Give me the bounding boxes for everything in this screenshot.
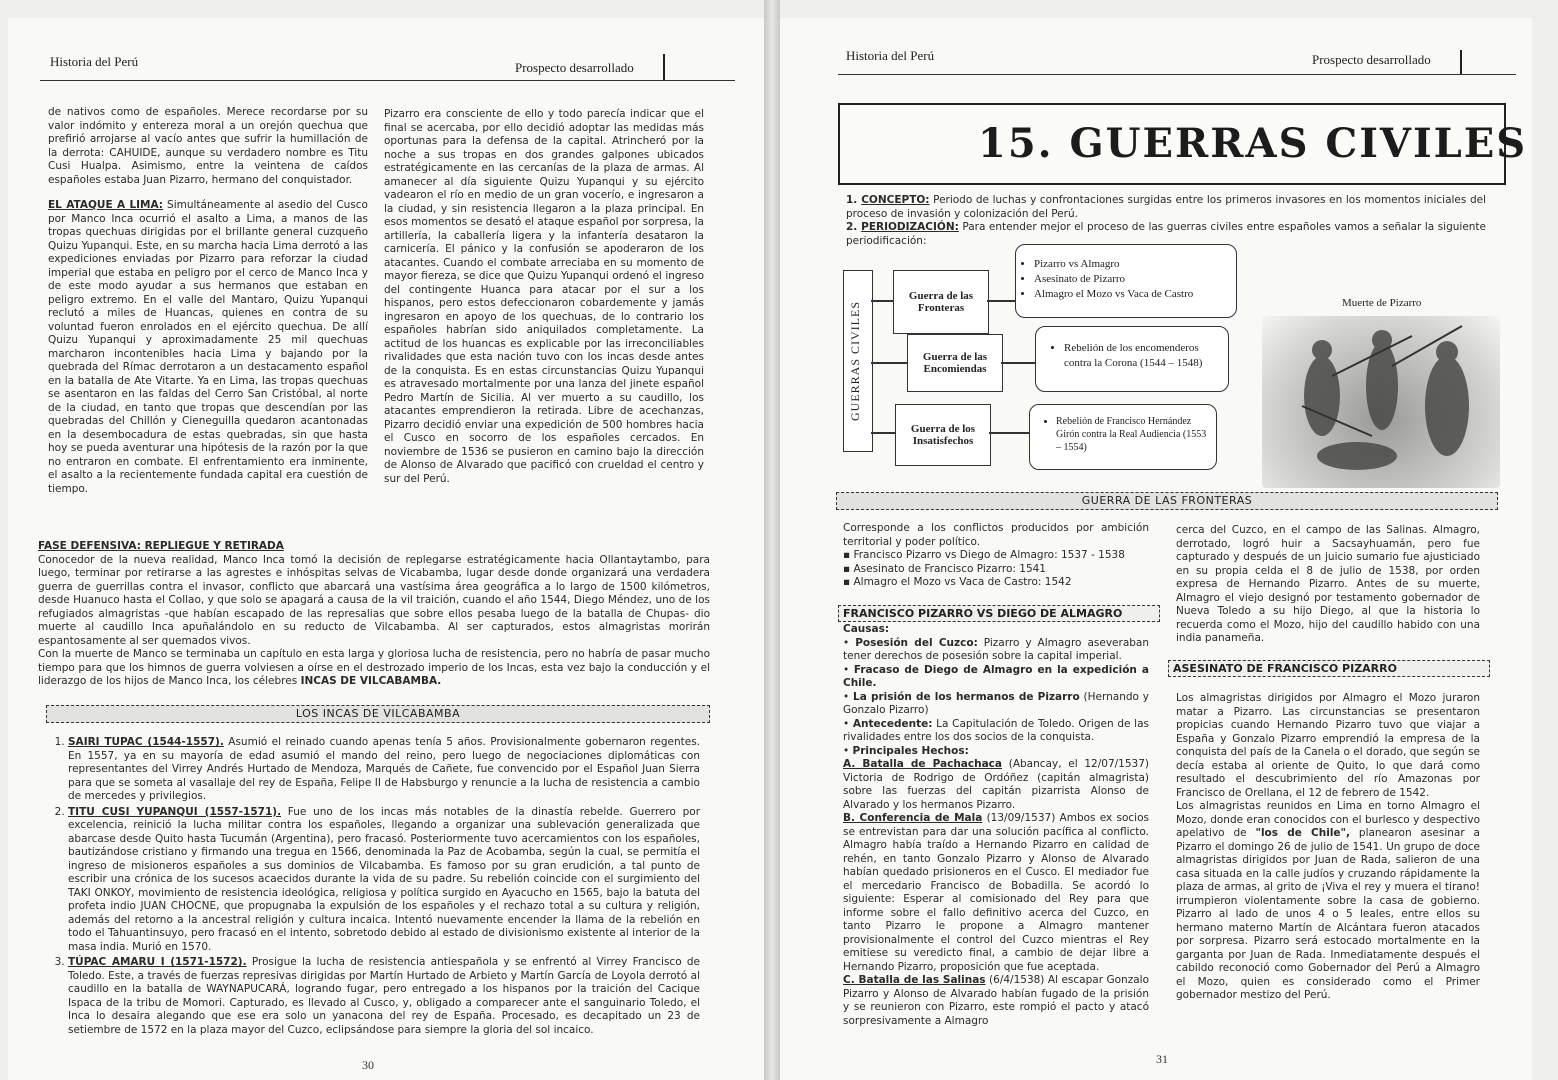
fase-paragraph-2-text: Con la muerte de Manco se terminaba un capítulo en esta larga y gloriosa lucha de resistencia, pero no habría de pasar mucho tiempo para que los himnos de guerra volviesen a oírse en el destrozado imperio de los Incas, esta vez bajo la conducción y el liderazgo de los hijos de Manco Inca, los célebres [38, 648, 710, 687]
hecho-c-title: C. Batalla de las Salinas [843, 974, 986, 986]
asesinato-text-c: planearon asesinar a Pizarro el domingo 26 de julio de 1541. Un grupo de doce almagristas dirigidos por Juan de Rada, salieron de una casa situada en la calle judíos y cruzando rápidamente la plaza de armas, al grito de ¡Viva el rey y muera el tirano! irrumpieron violentamente sobre la casa de gobierno. Pizarro al lado de unos 4 o 5 leales, entre ellos su hermano materno Martín de Alcántara fueron atacados por sorpresa. Pizarro será estocado mortalmente en la garganta por Juan de Rada. Inmediatamente después el cabildo reconoció como Gobernador del Perú a Almagro el Mozo, quien es considerado como el Primer gobernador mestizo del Perú. [1176, 827, 1480, 1001]
box-guerra-fronteras: Guerra de las Fronteras [893, 270, 989, 334]
inca-item-3 [68, 956, 700, 1037]
box-guerra-insatisfechos: Guerra de los Insatisfechos [895, 404, 991, 466]
incas-ordered-list [52, 736, 700, 1037]
image-caption: Muerte de Pizarro [1342, 297, 1422, 309]
fronteras-band: GUERRA DE LAS FRONTERAS [836, 492, 1498, 510]
incas-vilcabamba-bold: INCAS DE VILCABAMBA. [300, 675, 442, 687]
causa-bold: Posesión del Cuzco: [855, 636, 978, 649]
concepto-label: CONCEPTO: [861, 194, 930, 206]
hechos-label-row: • Principales Hechos: [843, 744, 969, 757]
diagram-connector [871, 300, 893, 302]
fronteras-list-text: Francisco Pizarro vs Diego de Almagro: 1537 - 1538 [853, 549, 1125, 561]
diagram-connector [871, 362, 907, 364]
fronteras-list-item: ▪ Almagro el Mozo vs Vaca de Castro: 1542 [843, 576, 1072, 588]
incas-list [52, 736, 700, 1039]
hecho-a-title: A. Batalla de Pachachaca [843, 758, 1002, 770]
fronteras-list-text: Almagro el Mozo vs Vaca de Castro: 1542 [853, 576, 1072, 588]
hecho-a-text: Victoria de Rodrigo de Ordóñez (capitán almagrista) sobre las fuerzas del capitán pizarrista Alonso de Alvarado y los hermanos Pizarro. [843, 771, 1149, 811]
inca-item-2 [68, 806, 700, 955]
antecedente-text: La Capitulación de Toledo. Origen de las rivalidades entre los dos socios de la conquista. [843, 717, 1149, 743]
diagram-connector [1001, 362, 1035, 364]
ataque-paragraph [48, 199, 368, 496]
ataque-title: EL ATAQUE A LIMA: [48, 199, 164, 211]
diagram-connector [989, 432, 1029, 434]
periodizacion-label: PERIODIZACIÓN: [861, 221, 959, 233]
causas-label: Causas: [843, 623, 890, 635]
concepto-paragraph: 1. CONCEPTO: Periodo de luchas y confrontaciones surgidas entre los primeros invasores en los momentos iniciales del proceso de invasión y colonización del Perú. [846, 194, 1486, 220]
asesinato-text-a: Los almagristas reunidos en Lima en torno Almagro el Mozo, donde eran conocidos con el burlesco y despectivo apelativo de [1176, 800, 1480, 839]
left-header-rule [40, 80, 735, 81]
diagram-root-box [843, 270, 873, 452]
pizarro-almagro-header: FRANCISCO PIZARRO VS DIEGO DE ALMAGRO [838, 605, 1160, 622]
asesinato-header: ASESINATO DE FRANCISCO PIZARRO [1168, 660, 1490, 677]
fronteras-list-item: ▪ Francisco Pizarro vs Diego de Almagro: 1537 - 1538 [843, 549, 1125, 561]
diagram-root-label: GUERRAS CIVILES [848, 301, 862, 422]
left-header-title: Historia del Perú [50, 54, 139, 69]
pizarro-almagro-section [843, 623, 1149, 1028]
hecho-b-date: (13/09/1537) [986, 812, 1056, 824]
hechos-label: Principales Hechos: [852, 744, 969, 757]
right-column-1 [843, 522, 1149, 590]
fronteras-item: • Asesinato de Pizarro [1034, 272, 1236, 287]
diagram-connector [871, 432, 895, 434]
hecho-c-text: Al escapar Gonzalo Pizarro y Alonso de Alvarado habían fugado de la prisión y se reunieron con Pizarro, este rompió el pacto y atacó sorpresivamente a Almagro [843, 974, 1149, 1027]
hecho-b-title: B. Conferencia de Mala [843, 812, 983, 824]
inca-name-3: TÚPAC AMARU I (1571-1572). [68, 956, 247, 968]
box-guerra-encomiendas: Guerra de las Encomiendas [907, 334, 1003, 392]
box-fronteras-items [1015, 244, 1237, 318]
hecho-a-date: (Abancay, el 12/07/1537) [1008, 758, 1149, 770]
fronteras-item: • Almagro el Mozo vs Vaca de Castro [1034, 287, 1236, 302]
asesinato-paragraph-1: Los almagristas dirigidos por Almagro el Mozo juraron matar a Pizarro. Las circunstancias se presentaron propicias cuando Hernando Pizarro tuvo que viajar a España y Gonzalo Pizarro emprendió la empresa de la conquista del país de la Canela o el dorado, que según se decía estaba al oriente de Quito, lo que dará como resultado el descubrimiento del río Amazonas por Francisco de Orellana, el 12 de febrero de 1542. [1176, 692, 1480, 799]
concepto-text: Periodo de luchas y confrontaciones surgidas entre los primeros invasores en los momentos iniciales del proceso de invasión y colonización del Perú. [846, 194, 1486, 220]
hecho-b-text: Ambos ex socios se entrevistan para dar una solución pacífica al conflicto. Almagro había traído a Hernando Pizarro en calidad de rehén, en tanto Gonzalo Pizarro y Alonso de Alvarado habían quedado prisioneros en el Cusco. El mediador fue el mercedario Francisco de Bobadilla. Se acordó lo siguiente: Esperar al comisionado del Rey para que informe sobre el fallo definitivo acerca del Cuzco, en tanto Pizarro le propone a Almagro mantener provisionalmente el control del Cuzco mientras el Rey emitiese su veredicto final, a cambio de dejar libre a Hernando Pizarro, proposición que fue aceptada. [843, 812, 1149, 973]
fase-paragraph-2 [38, 648, 710, 689]
fase-paragraph-1: Conocedor de la nueva realidad, Manco Inca tomó la decisión de replegarse estratégicamente hacia Ollantaytambo, para luego, terminar por retirarse a las agrestes e inhóspitas selvas de Vicabamba, lugar desde donde organizará una verdadera guerra de guerrillas contra el invasor, conflicto que abarcará una vastísima área geográfica a lo largo de 1500 kilómetros, desde Huanuco hasta el Collao, y que solo se apagará a causa de la vil traición, cuando el año 1544, Diego Méndez, uno de los refugiados almagristas -que habían escapado de las represalias que sobre ellos pesaba luego de la batalla de Chupas- dio muerte al caudillo Inca apuñalándolo en su reducto de Vilcabamba. Al ser capturados, estos almagristas morirán espantosamente al ser quemados vivos. [38, 553, 710, 647]
hecho-a [843, 758, 1149, 812]
causa-item: • La prisión de los hermanos de Pizarro (Hernando y Gonzalo Pizarro) [843, 690, 1150, 716]
left-column-1 [48, 106, 368, 496]
intro-paragraph: de nativos como de españoles. Merece recordarse por su valor indómito y entereza moral a un orejón quechua que prefirió arrojarse al vacío antes que sufrir la humillación de la derrota: CAHUIDE, aunque su verdadero nombre es Titu Cusi Hualpa. Asimismo, entre la veintena de caídos españoles estaba Juan Pizarro, hermano del conquistador. [48, 106, 368, 186]
asesinato-section [1176, 692, 1480, 1003]
box-insatisfechos-item [1029, 404, 1217, 470]
periodizacion-text: Para entender mejor el proceso de las guerras civiles entre españoles vamos a señalar la siguiente periodificación: [846, 221, 1487, 247]
hecho-c [843, 974, 1149, 1028]
left-column-2: Pizarro era consciente de ello y todo parecía indicar que el final se acercaba, por ello decidió adoptar las medidas más oportunas para la defensa de la capital. Atrincheró por la noche a sus tropas en dos grandes galpones ubicados estratégicamente en las cercanías de la plaza de armas. Al amanecer al día siguiente Quizu Yupanqui y su ejército vadearon el río en medio de un gran vocerío, e ingresaron a la ciudad, y sin resistencia llegaron a la plaza principal. En esos momentos se desató el ataque español por sorpresa, la artillería, la caballería ligera y la infantería desataron la carnicería. El pánico y la confusión se apoderaron de los atacantes. Cuando el combate arreciaba en su momento de mayor fiereza, se dice que Quizu Yupanqui ordenó el ingreso del contingente Huanca para atacar por el sur a los hispanos, pero estos defeccionaron cobardemente y jamás ingresaron en apoyo de los quechuas, de lo contrario los españoles habrían sido aniquilados completamente. La actitud de los huancas es explicable por las irreconciliables rivalidades que esta nación tuvo con los incas desde antes de la conquista. Es en estas circunstancias Quizu Yupanqui es atravesado mortalmente por una lanza del jinete español Pedro Martín de Sicilia. Al ver muerto a su caudillo, los atacantes emprendieron la retirada. Libre de acechanzas, Pizarro decidió enviar una expedición de 500 hombres hacia el Cusco en socorro de los españoles cercados. En noviembre de 1536 se pusieron en camino bajo la dirección de Alonso de Alvarado que pacificó con crueldad el centro y sur del Perú. [384, 108, 704, 485]
antecedente-item: • Antecedente: La Capitulación de Toledo. Origen de las rivalidades entre los dos socios de la conquista. [843, 717, 1149, 743]
right-page-number: 31 [1156, 1052, 1168, 1066]
left-header-subtitle: Prospecto desarrollado [515, 60, 634, 75]
fase-title: FASE DEFENSIVA: REPLIEGUE Y RETIRADA [38, 540, 284, 552]
inca-text-1: Asumió el reinado cuando apenas tenía 5 años. Provisionalmente gobernaron regentes. En 1557, ya en su mayoría de edad asumió el mando del reino, pero luego de negociaciones diplomáticas con representantes del Virrey Andrés Hurtado de Mendoza, Marqués de Cañete, fue convencido por el Español Juan Sierra para que se someta al vasallaje del rey de España, Felipe II de Habsburgo y renuncie a la lucha de resistencia a cambio de mercedes y privilegios. [68, 736, 701, 802]
inca-name-1: SAIRI TUPAC (1544-1557). [68, 736, 224, 748]
right-header-bar [1460, 50, 1462, 74]
asesinato-paragraph-2 [1176, 800, 1480, 1003]
causa-bold: La prisión de los hermanos de Pizarro [853, 690, 1080, 703]
causa-bold: Fracaso de Diego de Almagro en la expedición a Chile. [843, 663, 1149, 689]
inca-text-2: Fue uno de los incas más notables de la dinastía rebelde. Guerrero por excelencia, reinició la lucha militar contra los españoles, llegando a organizar una sublevación generalizada que abarcase desde Quito hasta Tucumán (Argentina), pero fracasó. Posteriormente tuvo acercamientos con los españoles, bautizándose cristiano y firmando una tregua en 1566, denominada la Paz de Acobamba, según la cual, se permitía el ingreso de misioneros españoles a sus dominios de Vilcabamba. Es famoso por su gran erudición, a tal punto de escribir una crónica de los sucesos acaecidos durante la vida de su padre. Su rebelión coincide con el surgimiento del TAKI ONKOY, movimiento de resistencia ideológica, religiosa y política surgido en Ayacucho en 1565, bajo la batuta del profeta indio JUAN CHOCNE, que propugnaba la expulsión de los españoles y el rechazo total a su cultura y religión, además del retorno a la ancestral religión y cultura incaica. Intentó nuevamente encender la llama de la rebelión en todo el Tahuantinsuyo, pero fracasó en el intento, sobretodo debido al estado de divisionismo existente al interior de la masa india. Murió en 1570. [68, 805, 701, 953]
inca-item-1 [68, 736, 700, 804]
concepto-section [846, 194, 1486, 248]
salinas-continuation: cerca del Cuzco, en el campo de las Salinas. Almagro, derrotado, logró huir a Sacsayhuamán, pero fue capturado y después de un juicio sumario fue ajusticiado en su propia celda el 8 de julio de 1538, por orden expresa de Hernando Pizarro. Antes de su muerte, Almagro el viejo designó por testamento gobernador de Nueva Toledo a su hijo Diego, al que la historia lo recuerda como el Mozo, hijo del caudillo habido con una india panameña. [1176, 524, 1480, 644]
los-de-chile-bold: "los de Chile", [1255, 827, 1351, 839]
book-spine [764, 0, 780, 1080]
hecho-c-date: (6/4/1538) [989, 974, 1045, 986]
fronteras-item: • Pizarro vs Almagro [1034, 257, 1236, 272]
diagram-connector [987, 300, 1015, 302]
right-header-rule [838, 74, 1516, 75]
inca-text-3: Prosigue la lucha de resistencia antiespañola y se enfrentó al Virrey Francisco de Toledo. Este, a través de fuerzas represivas dirigidas por Martín Hurtado de Arbieto y Martín García de Loyola derrotó al caudillo en la batalla de WAYNAPUCARÁ, logrando fugar, pero entregado a los hispanos por la traición del Cacique Ispaca de la tribu de Momori. Capturado, es llevado al Cusco, y, obligado a comparecer ante el sanguinario Toledo, el Inca lo desaira alegando que ese era solo un yanacona del rey de España. Procesado, es decapitado un 23 de setiembre de 1572 en la plaza mayor del Cuzco, eclipsándose para siempre la gloria del sol incaico. [68, 956, 700, 1036]
causa-text: (Hernando y Gonzalo Pizarro) [843, 690, 1150, 716]
hecho-b [843, 812, 1149, 974]
periodizacion-paragraph: 2. PERIODIZACIÓN: Para entender mejor el proceso de las guerras civiles entre españoles vamos a señalar la siguiente periodificación: [846, 221, 1487, 247]
fronteras-list-item: ▪ Asesinato de Francisco Pizarro: 1541 [843, 562, 1046, 575]
incas-vilcabamba-band: LOS INCAS DE VILCABAMBA [46, 705, 710, 723]
causa-item: • Fracaso de Diego de Almagro en la expedición a Chile. [843, 663, 1149, 689]
chapter-title: 15. GUERRAS CIVILES [978, 120, 1528, 167]
fase-section [38, 540, 710, 689]
inca-name-2: TITU CUSI YUPANQUI (1557-1571). [68, 805, 282, 818]
left-page-number: 30 [362, 1058, 374, 1072]
fronteras-items-list [1016, 257, 1236, 302]
fronteras-list-text: Asesinato de Francisco Pizarro: 1541 [853, 562, 1046, 575]
insatisfechos-item: • Rebelión de Francisco Hernández Girón contra la Real Audiencia (1553 – 1554) [1056, 415, 1208, 454]
causa-item: • Posesión del Cuzco: Pizarro y Almagro aseveraban tener derechos de posesión sobre la capital imperial. [843, 636, 1150, 662]
right-column-2 [1176, 524, 1480, 646]
ataque-text: Simultáneamente al asedio del Cusco por Manco Inca ocurrió el asalto a Lima, a manos de las tropas quechuas dirigidas por el brillante general cuzqueño Quizu Yupanqui. Este, en su marcha hacia Lima derrotó a las expediciones enviadas por Pizarro para reforzar la ciudad imperial que estaba en peligro por el cerco de Manco Inca y de este modo ayudar a sus hermanos que estaban en peligro extremo. En el valle del Mantaro, Quizu Yupanqui reclutó a miles de Huancas, quienes en contra de su voluntad fueron enrolados en el ejército quechua. De allí Quizu Yupanqui y aproximadamente 25 mil quechuas marcharon incontenibles hacia Lima y bajando por la quebrada del Rímac derrotaron a un destacamento español en la batalla de Ate Vitarte. Ya en Lima, las tropas quechuas se asentaron en las faldas del Cerro San Cristóbal, al norte de la ciudad, en tanto que tropas que descendían por las quebradas del Chillón y Cieneguilla quedaron acantonadas en la desembocadura de estas quebradas, sin que hasta hoy se pueda aventurar una hipótesis de la razón por la que no entraron en combate. El enfrentamiento era inminente, el asalto a la recientemente fundada capital era cuestión de tiempo. [48, 199, 368, 495]
right-header-subtitle: Prospecto desarrollado [1312, 52, 1431, 67]
antecedente-bold: Antecedente: [852, 717, 933, 730]
right-header-title: Historia del Perú [846, 48, 935, 63]
fronteras-intro: Corresponde a los conflictos producidos por ambición territorial y poder político. [843, 522, 1149, 548]
encomiendas-item: • Rebelión de los encomenderos contra la Corona (1544 – 1548) [1064, 341, 1218, 371]
muerte-de-pizarro-illustration [1262, 316, 1500, 488]
causa-text: Pizarro y Almagro aseveraban tener derechos de posesión sobre la capital imperial. [843, 636, 1150, 662]
box-encomiendas-item [1035, 326, 1229, 392]
left-header-bar [663, 54, 665, 80]
